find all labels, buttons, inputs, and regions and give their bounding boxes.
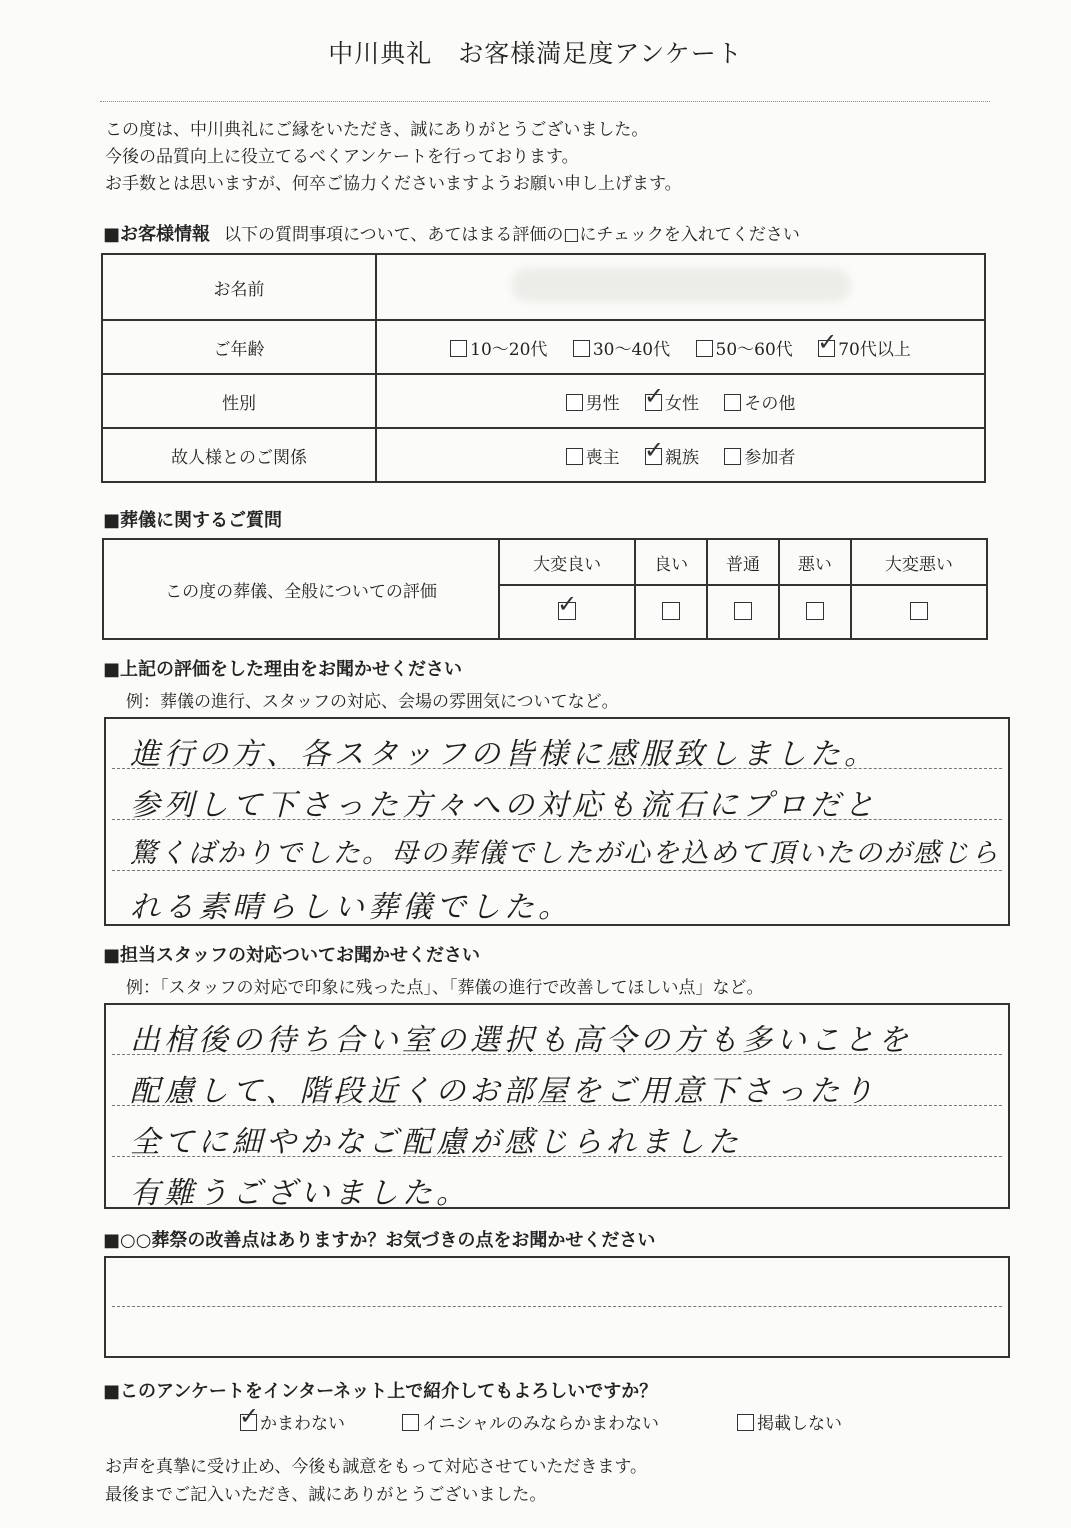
checkbox-checked[interactable] [558,602,576,620]
staff-answer-box[interactable] [104,1003,1010,1209]
age-option[interactable]: 10～20代 [450,335,547,360]
staff-heading [103,941,480,967]
checkbox[interactable] [737,1414,754,1431]
reason-answer-box[interactable] [104,717,1010,926]
relation-label: 故人様とのご関係 [102,428,376,482]
gender-option[interactable]: ✓ 女性 [645,389,699,414]
name-field[interactable] [376,254,985,320]
checkbox[interactable] [566,394,583,411]
staff-example: 例：「スタッフの対応で印象に残った点」、「葬儀の進行で改善してほしい点」など。 [126,978,764,998]
divider [100,101,990,102]
reason-example: 例：葬儀の進行、スタッフの対応、会場の雰囲気についてなど。 [126,692,619,712]
improvement-answer-box[interactable] [104,1256,1010,1358]
section-title: ■お客様情報 [103,224,211,245]
checkbox-checked[interactable] [645,394,662,411]
checkbox[interactable] [450,340,467,357]
age-label: ご年齢 [102,320,376,374]
dashed-line [112,1306,1002,1307]
section-title: ■担当スタッフの対応ついてお聞かせください [103,945,481,966]
gender-option[interactable]: その他 [724,389,795,414]
improvement-heading [103,1226,655,1252]
checkbox-checked[interactable] [240,1414,257,1431]
gender-option[interactable]: 男性 [566,389,620,414]
checkbox[interactable] [696,340,713,357]
handwritten-line: 有難うございました。 [130,1176,470,1211]
customer-info-table [101,253,986,483]
gender-label: 性別 [102,374,376,428]
intro-line: お手数とは思いますが、何卒ご協力くださいますようお願い申し上げます。 [105,174,682,194]
rating-question: この度の葬儀、全般についての評価 [103,539,499,639]
rating-cell[interactable] [707,585,779,639]
intro-text [105,117,682,198]
page-title: 中川典礼 お客様満足度アンケート [328,39,743,68]
customer-info-heading [103,220,800,246]
reason-heading [103,655,462,681]
checkbox-checked[interactable] [818,340,835,357]
instruction-note: 以下の質問事項について、あてはまる評価の□にチェックを入れてください [224,225,800,245]
rating-cell[interactable] [635,585,707,639]
intro-line: この度は、中川典礼にご縁をいただき、誠にありがとうございました。 [105,120,649,140]
name-label: お名前 [102,254,376,320]
closing-text [105,1453,647,1509]
closing-line: 最後までご記入いただき、誠にありがとうございました。 [105,1485,547,1505]
section-title: ■葬儀に関するご質問 [103,510,283,531]
rating-header: 大変良い [499,539,635,585]
intro-line: 今後の品質向上に役立てるべくアンケートを行っております。 [105,147,579,167]
checkbox[interactable] [806,602,824,620]
checkbox[interactable] [724,394,741,411]
age-option[interactable]: 50～60代 [696,335,793,360]
rating-cell[interactable] [779,585,851,639]
age-option[interactable]: ✓ 70代以上 [818,335,911,360]
publish-option[interactable]: イニシャルのみならかまわない [402,1409,659,1434]
rating-cell[interactable] [851,585,987,639]
rating-header: 良い [635,539,707,585]
rating-table [102,538,988,640]
checkbox[interactable] [573,340,590,357]
section-title: ■このアンケートをインターネット上で紹介してもよろしいですか？ [103,1381,658,1402]
handwritten-line: 出棺後の待ち合い室の選択も高令の方も多いことを [130,1023,912,1058]
rating-header: 普通 [707,539,779,585]
handwritten-line: 全てに細やかなご配慮が感じられました [130,1125,742,1160]
handwritten-line: 参列して下さった方々への対応も流石にプロだと [130,788,878,823]
section-title: ■上記の評価をした理由をお聞かせください [103,659,463,680]
rating-header: 大変悪い [851,539,987,585]
checkbox-checked[interactable] [645,448,662,465]
handwritten-line: 驚くばかりでした。母の葬儀でしたが心を込めて頂いたのが感じら [130,838,1000,869]
checkbox[interactable] [734,602,752,620]
checkbox[interactable] [566,448,583,465]
closing-line: お声を真摯に受け止め、今後も誠意をもって対応させていただきます。 [105,1457,647,1477]
rating-cell[interactable] [499,585,635,639]
relation-option[interactable]: 喪主 [566,443,620,468]
section-title: ■○○葬祭の改善点はありますか？お気づきの点をお聞かせください [103,1230,656,1251]
gender-options [376,374,985,428]
publish-heading [103,1377,657,1403]
checkbox[interactable] [662,602,680,620]
funeral-heading [103,506,282,532]
relation-option[interactable]: ✓ 親族 [645,443,699,468]
handwritten-line: 配慮して、階段近くのお部屋をご用意下さったり [130,1074,878,1109]
age-option[interactable]: 30～40代 [573,335,670,360]
relation-option[interactable]: 参加者 [724,443,795,468]
publish-option[interactable]: 掲載しない [737,1409,842,1434]
rating-header: 悪い [779,539,851,585]
age-options [376,320,985,374]
handwritten-line: 進行の方、各スタッフの皆様に感服致しました。 [130,737,878,772]
publish-option[interactable]: ✓かまわない [240,1409,345,1434]
checkbox[interactable] [724,448,741,465]
checkbox[interactable] [402,1414,419,1431]
handwritten-line: れる素晴らしい葬儀でした。 [130,890,572,925]
checkbox[interactable] [910,602,928,620]
dashed-line [112,870,1002,871]
redacted-name [511,268,851,302]
relation-options [376,428,985,482]
